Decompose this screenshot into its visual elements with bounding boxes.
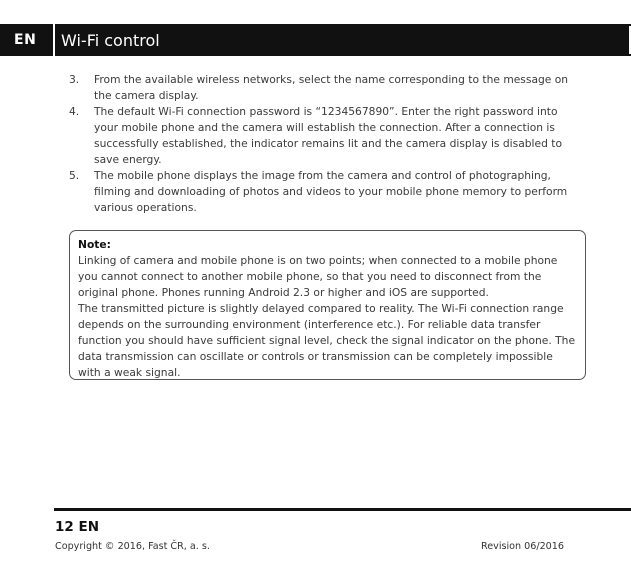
section-title: Wi-Fi control (61, 31, 160, 50)
step-number: 3. (69, 73, 80, 86)
step-item-4 (68, 104, 583, 168)
header-divider (53, 24, 55, 56)
revision-label: Revision 06/2016 (481, 541, 564, 552)
copyright-notice: Copyright © 2016, Fast ČR, a. s. (55, 541, 210, 552)
section-header-bar (0, 24, 631, 56)
step-text: From the available wireless networks, select the name corresponding to the message on the camera display. (94, 73, 569, 102)
step-text: The mobile phone displays the image from the camera and control of photographing, filming and downloading of photos and videos to your mobile phone memory to perform various operations. (94, 169, 568, 214)
note-paragraph-pairing: Linking of camera and mobile phone is on two points; when connected to a mobile phone you cannot connect to another mobile phone, so that you need to disconnect from the original phone. Phones running Android 2.3 or higher and iOS are supported. (78, 254, 558, 299)
note-label: Note: (78, 238, 111, 251)
step-item-5 (68, 168, 583, 216)
step-item-3 (68, 72, 583, 104)
footer-rule (54, 508, 631, 511)
page-number: 12 EN (55, 519, 100, 535)
step-number: 5. (69, 169, 80, 182)
step-text: The default Wi-Fi connection password is “1234567890”. Enter the right password into your mobile phone and the camera will establish the connection. After a connection is successfully established, the indicator remains lit and the camera display is disabled to save energy. (94, 105, 562, 166)
language-badge: EN (14, 32, 37, 48)
step-number: 4. (69, 105, 80, 118)
note-box (69, 230, 586, 380)
note-paragraph-signal: The transmitted picture is slightly delayed compared to reality. The Wi-Fi connection range depends on the surrounding environment (interference etc.). For reliable data transfer function you should have sufficient signal level, check the signal indicator on the phone. The data transmission can oscillate or controls or transmission can be completely impossible with a weak signal. (78, 302, 576, 379)
instruction-steps (68, 72, 583, 216)
